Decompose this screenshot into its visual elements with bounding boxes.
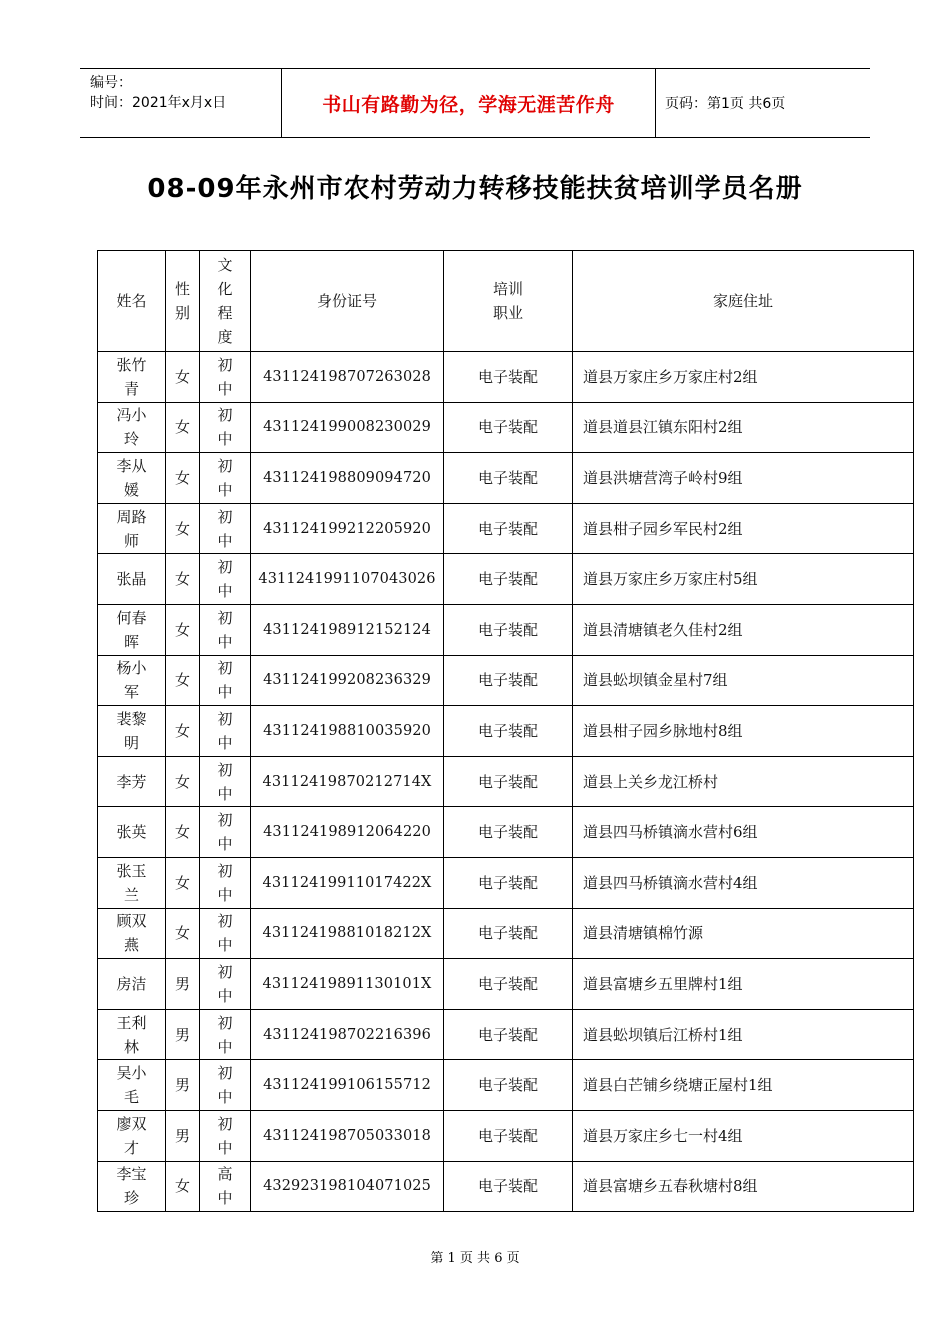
cell-name: 杨小军 bbox=[98, 655, 166, 706]
cell-name: 房洁 bbox=[98, 959, 166, 1010]
table-row bbox=[98, 655, 914, 706]
cell-address: 道县四马桥镇滴水营村4组 bbox=[573, 857, 914, 908]
cell-address: 道县白芒铺乡绕塘正屋村1组 bbox=[573, 1060, 914, 1111]
cell-name: 王利林 bbox=[98, 1009, 166, 1060]
cell-address: 道县蚣坝镇后江桥村1组 bbox=[573, 1009, 914, 1060]
cell-gender: 女 bbox=[166, 503, 200, 554]
cell-education: 初中 bbox=[200, 857, 251, 908]
cell-id-number: 431124198810035920 bbox=[251, 706, 444, 757]
cell-education: 初中 bbox=[200, 655, 251, 706]
header-page-number: 页码：第1页 共6页 bbox=[665, 96, 786, 112]
cell-address: 道县清塘镇老久佳村2组 bbox=[573, 604, 914, 655]
column-header-training-job: 培训 职业 bbox=[444, 251, 573, 352]
table-row bbox=[98, 706, 914, 757]
cell-gender: 女 bbox=[166, 857, 200, 908]
cell-gender: 女 bbox=[166, 908, 200, 959]
document-number-label: 编号： bbox=[90, 75, 132, 91]
cell-address: 道县道县江镇东阳村2组 bbox=[573, 402, 914, 453]
cell-training-job: 电子装配 bbox=[444, 1161, 573, 1212]
column-header-id-number: 身份证号 bbox=[251, 251, 444, 352]
cell-address: 道县蚣坝镇金星村7组 bbox=[573, 655, 914, 706]
cell-education: 初中 bbox=[200, 908, 251, 959]
table-row bbox=[98, 604, 914, 655]
cell-name: 张玉兰 bbox=[98, 857, 166, 908]
document-date: 时间：2021年x月x日 bbox=[90, 95, 227, 111]
cell-gender: 男 bbox=[166, 1009, 200, 1060]
cell-gender: 女 bbox=[166, 706, 200, 757]
cell-education: 初中 bbox=[200, 503, 251, 554]
cell-education: 初中 bbox=[200, 1009, 251, 1060]
cell-address: 道县柑子园乡军民村2组 bbox=[573, 503, 914, 554]
cell-name: 张晶 bbox=[98, 554, 166, 605]
cell-name: 裴黎明 bbox=[98, 706, 166, 757]
cell-training-job: 电子装配 bbox=[444, 1060, 573, 1111]
cell-address: 道县上关乡龙江桥村 bbox=[573, 756, 914, 807]
cell-gender: 女 bbox=[166, 756, 200, 807]
cell-training-job: 电子装配 bbox=[444, 554, 573, 605]
column-header-address: 家庭住址 bbox=[573, 251, 914, 352]
cell-training-job: 电子装配 bbox=[444, 352, 573, 403]
cell-id-number: 431124199106155712 bbox=[251, 1060, 444, 1111]
cell-id-number: 431124198912064220 bbox=[251, 807, 444, 858]
cell-name: 李宝珍 bbox=[98, 1161, 166, 1212]
cell-id-number: 431124199208236329 bbox=[251, 655, 444, 706]
cell-id-number: 431124198707263028 bbox=[251, 352, 444, 403]
document-title: 08-09年永州市农村劳动力转移技能扶贫培训学员名册 bbox=[147, 174, 803, 204]
header-meta bbox=[90, 73, 226, 113]
table-row bbox=[98, 807, 914, 858]
cell-name: 廖双才 bbox=[98, 1110, 166, 1161]
cell-address: 道县万家庄乡万家庄村2组 bbox=[573, 352, 914, 403]
cell-gender: 女 bbox=[166, 655, 200, 706]
cell-address: 道县柑子园乡脉地村8组 bbox=[573, 706, 914, 757]
cell-address: 道县富塘乡五春秋塘村8组 bbox=[573, 1161, 914, 1212]
table-row bbox=[98, 1110, 914, 1161]
cell-education: 初中 bbox=[200, 807, 251, 858]
cell-gender: 男 bbox=[166, 959, 200, 1010]
cell-name: 张竹青 bbox=[98, 352, 166, 403]
table-row bbox=[98, 959, 914, 1010]
cell-name: 何春晖 bbox=[98, 604, 166, 655]
cell-name: 张英 bbox=[98, 807, 166, 858]
cell-id-number: 431124198705033018 bbox=[251, 1110, 444, 1161]
table-row bbox=[98, 554, 914, 605]
cell-training-job: 电子装配 bbox=[444, 604, 573, 655]
cell-name: 吴小毛 bbox=[98, 1060, 166, 1111]
table-row bbox=[98, 1009, 914, 1060]
table-row bbox=[98, 857, 914, 908]
header-divider bbox=[655, 69, 656, 137]
cell-gender: 男 bbox=[166, 1110, 200, 1161]
cell-gender: 女 bbox=[166, 453, 200, 504]
table-row bbox=[98, 352, 914, 403]
cell-gender: 女 bbox=[166, 554, 200, 605]
cell-education: 初中 bbox=[200, 402, 251, 453]
column-header-education: 文化程度 bbox=[200, 251, 251, 352]
cell-training-job: 电子装配 bbox=[444, 908, 573, 959]
cell-id-number: 43112419911017422X bbox=[251, 857, 444, 908]
cell-id-number: 43112419881018212X bbox=[251, 908, 444, 959]
cell-id-number: 431124199212205920 bbox=[251, 503, 444, 554]
column-header-gender: 性别 bbox=[166, 251, 200, 352]
cell-id-number: 431124198809094720 bbox=[251, 453, 444, 504]
cell-name: 周路师 bbox=[98, 503, 166, 554]
cell-gender: 女 bbox=[166, 1161, 200, 1212]
cell-address: 道县万家庄乡七一村4组 bbox=[573, 1110, 914, 1161]
cell-education: 初中 bbox=[200, 352, 251, 403]
cell-training-job: 电子装配 bbox=[444, 959, 573, 1010]
cell-id-number: 431124198912152124 bbox=[251, 604, 444, 655]
cell-training-job: 电子装配 bbox=[444, 453, 573, 504]
student-roster-table bbox=[97, 250, 914, 1212]
table-row bbox=[98, 908, 914, 959]
cell-id-number: 43112419870212714X bbox=[251, 756, 444, 807]
cell-gender: 女 bbox=[166, 604, 200, 655]
cell-education: 初中 bbox=[200, 554, 251, 605]
cell-education: 初中 bbox=[200, 1060, 251, 1111]
cell-training-job: 电子装配 bbox=[444, 402, 573, 453]
table-row bbox=[98, 503, 914, 554]
page-footer: 第 1 页 共 6 页 bbox=[430, 1251, 520, 1266]
cell-address: 道县万家庄乡万家庄村5组 bbox=[573, 554, 914, 605]
header-motto: 书山有路勤为径，学海无涯苦作舟 bbox=[322, 93, 615, 116]
cell-education: 初中 bbox=[200, 706, 251, 757]
cell-training-job: 电子装配 bbox=[444, 756, 573, 807]
cell-training-job: 电子装配 bbox=[444, 1110, 573, 1161]
table-header-row bbox=[98, 251, 914, 352]
cell-id-number: 431124199008230029 bbox=[251, 402, 444, 453]
cell-education: 初中 bbox=[200, 1110, 251, 1161]
cell-training-job: 电子装配 bbox=[444, 807, 573, 858]
table-body bbox=[98, 352, 914, 1212]
cell-name: 李从媛 bbox=[98, 453, 166, 504]
cell-training-job: 电子装配 bbox=[444, 1009, 573, 1060]
table-row bbox=[98, 453, 914, 504]
cell-gender: 女 bbox=[166, 807, 200, 858]
cell-address: 道县富塘乡五里牌村1组 bbox=[573, 959, 914, 1010]
cell-name: 李芳 bbox=[98, 756, 166, 807]
cell-id-number: 432923198104071025 bbox=[251, 1161, 444, 1212]
page-header bbox=[80, 68, 870, 138]
cell-education: 初中 bbox=[200, 756, 251, 807]
cell-training-job: 电子装配 bbox=[444, 655, 573, 706]
cell-name: 顾双燕 bbox=[98, 908, 166, 959]
table-row bbox=[98, 1060, 914, 1111]
cell-education: 高中 bbox=[200, 1161, 251, 1212]
cell-id-number: 43112419891130101X bbox=[251, 959, 444, 1010]
cell-education: 初中 bbox=[200, 959, 251, 1010]
table-row bbox=[98, 756, 914, 807]
table-row bbox=[98, 402, 914, 453]
cell-education: 初中 bbox=[200, 453, 251, 504]
cell-education: 初中 bbox=[200, 604, 251, 655]
cell-gender: 男 bbox=[166, 1060, 200, 1111]
table-row bbox=[98, 1161, 914, 1212]
cell-id-number: 4311241991107043026 bbox=[251, 554, 444, 605]
cell-id-number: 431124198702216396 bbox=[251, 1009, 444, 1060]
cell-gender: 女 bbox=[166, 352, 200, 403]
cell-training-job: 电子装配 bbox=[444, 857, 573, 908]
cell-gender: 女 bbox=[166, 402, 200, 453]
cell-name: 冯小玲 bbox=[98, 402, 166, 453]
column-header-name: 姓名 bbox=[98, 251, 166, 352]
cell-address: 道县洪塘营湾子岭村9组 bbox=[573, 453, 914, 504]
cell-training-job: 电子装配 bbox=[444, 706, 573, 757]
cell-training-job: 电子装配 bbox=[444, 503, 573, 554]
cell-address: 道县清塘镇棉竹源 bbox=[573, 908, 914, 959]
cell-address: 道县四马桥镇滴水营村6组 bbox=[573, 807, 914, 858]
